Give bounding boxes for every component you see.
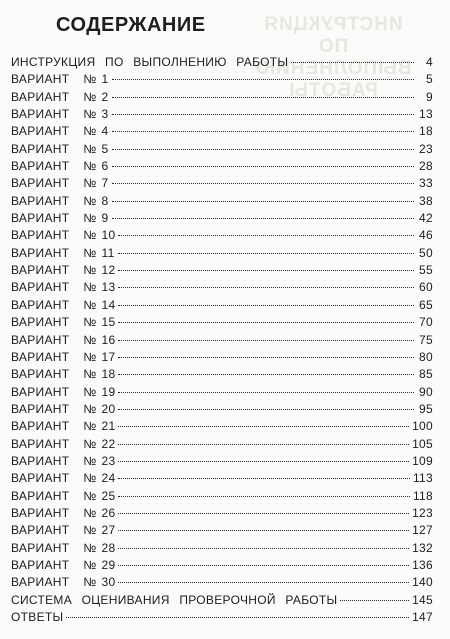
toc-row-variant-26[interactable]: [11, 506, 433, 523]
variant-number: 20: [101, 401, 116, 416]
variant-word: ВАРИАНТ: [11, 523, 70, 538]
toc-row-answers[interactable]: [11, 610, 433, 627]
variant-number: 8: [101, 193, 109, 208]
toc-row-variant-16[interactable]: [11, 333, 433, 350]
variant-number: 2: [101, 89, 109, 104]
toc-row-variant-1[interactable]: [11, 72, 433, 89]
dot-leader: [118, 426, 409, 427]
toc-row-variant-7[interactable]: [11, 176, 433, 193]
variant-word: ВАРИАНТ: [11, 263, 70, 278]
dot-leader: [112, 114, 414, 115]
number-sign: №: [83, 245, 97, 260]
variant-word: ВАРИАНТ: [11, 297, 70, 312]
number-sign: №: [83, 107, 97, 122]
variant-number: 30: [101, 575, 116, 590]
toc-label: ОТВЕТЫ: [11, 610, 64, 624]
variant-word: ВАРИАНТ: [11, 557, 70, 572]
variant-word: ВАРИАНТ: [11, 211, 70, 226]
variant-number: 5: [101, 141, 109, 156]
variant-number: 19: [101, 384, 116, 399]
variant-word: ВАРИАНТ: [11, 245, 70, 260]
number-sign: №: [83, 89, 97, 104]
number-sign: №: [83, 453, 97, 468]
number-sign: №: [83, 540, 97, 555]
dot-leader: [112, 183, 414, 184]
toc-page-number: 100: [412, 419, 433, 434]
toc-row-variant-9[interactable]: [11, 211, 433, 228]
number-sign: №: [83, 349, 97, 364]
toc-page-number: 123: [412, 505, 433, 520]
variant-number: 16: [101, 332, 116, 347]
toc-row-variant-6[interactable]: [11, 159, 433, 176]
variant-number: 7: [101, 176, 109, 191]
number-sign: №: [83, 575, 97, 590]
toc-page-number: 33: [419, 176, 433, 191]
toc-page-number: 118: [412, 488, 433, 503]
number-sign: №: [83, 72, 97, 87]
number-sign: №: [83, 471, 97, 486]
variant-number: 26: [101, 505, 116, 520]
variant-number: 21: [101, 419, 116, 434]
variant-word: ВАРИАНТ: [11, 159, 70, 174]
toc-page-number: 132: [412, 540, 433, 555]
number-sign: №: [83, 419, 97, 434]
dot-leader: [118, 357, 414, 358]
number-sign: №: [83, 297, 97, 312]
toc-row-variant-10[interactable]: [11, 228, 433, 245]
toc-row-variant-20[interactable]: [11, 402, 433, 419]
variant-word: ВАРИАНТ: [11, 488, 70, 503]
variant-word: ВАРИАНТ: [11, 107, 70, 122]
dot-leader: [112, 149, 414, 150]
number-sign: №: [83, 523, 97, 538]
variant-word: ВАРИАНТ: [11, 384, 70, 399]
toc-row-variant-8[interactable]: [11, 194, 433, 211]
variant-number: 10: [101, 228, 116, 243]
variant-number: 9: [101, 211, 109, 226]
toc-page-number: 38: [419, 193, 433, 208]
toc-page-number: 95: [419, 401, 433, 416]
dot-leader: [112, 166, 414, 167]
toc-page-number: 75: [419, 332, 433, 347]
dot-leader: [112, 97, 414, 98]
variant-word: ВАРИАНТ: [11, 176, 70, 191]
variant-number: 28: [101, 540, 116, 555]
number-sign: №: [83, 176, 97, 191]
variant-word: ВАРИАНТ: [11, 505, 70, 520]
dot-leader: [118, 478, 409, 479]
variant-word: ВАРИАНТ: [11, 332, 70, 347]
variant-word: ВАРИАНТ: [11, 280, 70, 295]
toc-page-number: 147: [412, 610, 433, 624]
bleed-line-2: ПО ВЫПОЛНЕНИЮ РАБОТЫ: [254, 36, 412, 101]
variant-number: 11: [101, 245, 115, 260]
variant-number: 27: [101, 523, 116, 538]
toc-row-variant-28[interactable]: [11, 541, 433, 558]
variant-word: ВАРИАНТ: [11, 419, 70, 434]
variant-word: ВАРИАНТ: [11, 228, 70, 243]
dot-leader: [112, 218, 414, 219]
toc-row-variant-14[interactable]: [11, 298, 433, 315]
variant-number: 12: [101, 263, 116, 278]
variant-rows: [11, 72, 433, 592]
toc-row-variant-3[interactable]: [11, 107, 433, 124]
variant-word: ВАРИАНТ: [11, 540, 70, 555]
dot-leader: [118, 444, 409, 445]
variant-word: ВАРИАНТ: [11, 349, 70, 364]
toc-row-instructions[interactable]: [11, 55, 433, 72]
toc-page-number: 80: [419, 349, 433, 364]
number-sign: №: [83, 159, 97, 174]
variant-word: ВАРИАНТ: [11, 575, 70, 590]
variant-word: ВАРИАНТ: [11, 367, 70, 382]
toc-row-variant-13[interactable]: [11, 280, 433, 297]
dot-leader: [291, 62, 414, 63]
toc-page-number: 5: [426, 72, 433, 87]
variant-word: ВАРИАНТ: [11, 72, 70, 87]
toc-page-number: 18: [419, 124, 433, 139]
toc-page-number: 113: [412, 471, 433, 486]
toc-row-variant-22[interactable]: [11, 437, 433, 454]
variant-word: ВАРИАНТ: [11, 89, 70, 104]
toc-page-number: 9: [426, 89, 433, 104]
variant-word: ВАРИАНТ: [11, 315, 70, 330]
number-sign: №: [83, 211, 97, 226]
toc-row-variant-23[interactable]: [11, 454, 433, 471]
number-sign: №: [83, 384, 97, 399]
number-sign: №: [83, 124, 97, 139]
dot-leader: [118, 322, 414, 323]
number-sign: №: [83, 436, 97, 451]
number-sign: №: [83, 401, 97, 416]
toc-page-number: 28: [419, 159, 433, 174]
dot-leader: [340, 600, 409, 601]
toc-page-number: 90: [419, 384, 433, 399]
toc-row-variant-30[interactable]: [11, 575, 433, 592]
variant-number: 29: [101, 557, 116, 572]
dot-leader: [118, 340, 414, 341]
toc-row-variant-2[interactable]: [11, 90, 433, 107]
toc-page-number: 23: [419, 141, 433, 156]
toc-label: СИСТЕМА ОЦЕНИВАНИЯ ПРОВЕРОЧНОЙ РАБОТЫ: [11, 592, 338, 607]
toc-page-number: 55: [419, 263, 433, 278]
dot-leader: [112, 79, 414, 80]
toc-page-number: 136: [412, 557, 433, 572]
toc-row-variant-19[interactable]: [11, 385, 433, 402]
toc-page-number: 42: [419, 211, 433, 226]
number-sign: №: [83, 488, 97, 503]
variant-word: ВАРИАНТ: [11, 141, 70, 156]
variant-number: 23: [101, 453, 116, 468]
variant-number: 13: [101, 280, 116, 295]
variant-number: 17: [101, 349, 116, 364]
variant-number: 4: [101, 124, 109, 139]
dot-leader: [118, 582, 409, 583]
toc-row-grading[interactable]: [11, 593, 433, 610]
toc-row-variant-15[interactable]: [11, 315, 433, 332]
number-sign: №: [83, 315, 97, 330]
dot-leader: [112, 131, 414, 132]
toc-row-variant-5[interactable]: [11, 142, 433, 159]
number-sign: №: [83, 367, 97, 382]
number-sign: №: [83, 332, 97, 347]
toc-page-number: 85: [419, 367, 433, 382]
toc-row-variant-25[interactable]: [11, 489, 433, 506]
dot-leader: [118, 496, 409, 497]
toc-page-number: 46: [419, 228, 433, 243]
toc-row-variant-12[interactable]: [11, 263, 433, 280]
toc-page-number: 127: [412, 523, 433, 538]
variant-number: 6: [101, 159, 109, 174]
dot-leader: [118, 548, 409, 549]
number-sign: №: [83, 505, 97, 520]
number-sign: №: [83, 280, 97, 295]
dot-leader: [66, 617, 409, 618]
number-sign: №: [83, 193, 97, 208]
toc-page-number: 105: [412, 436, 433, 451]
toc-label: ИНСТРУКЦИЯ ПО ВЫПОЛНЕНИЮ РАБОТЫ: [11, 55, 289, 69]
dot-leader: [112, 201, 414, 202]
variant-number: 15: [101, 315, 116, 330]
toc-row-variant-11[interactable]: [11, 246, 433, 263]
variant-number: 18: [101, 367, 116, 382]
toc-page-number: 109: [412, 453, 433, 468]
variant-number: 1: [101, 72, 109, 87]
number-sign: №: [83, 557, 97, 572]
toc-row-variant-17[interactable]: [11, 350, 433, 367]
toc-page-number: 50: [419, 245, 433, 260]
bleed-line-1: ИНСТРУКЦИЯ: [263, 14, 403, 35]
variant-number: 24: [101, 471, 116, 486]
number-sign: №: [83, 263, 97, 278]
toc-page-number: 13: [419, 107, 433, 122]
variant-word: ВАРИАНТ: [11, 193, 70, 208]
toc-page-number: 4: [426, 55, 433, 69]
variant-number: 25: [101, 488, 116, 503]
dot-leader: [118, 235, 414, 236]
dot-leader: [118, 409, 414, 410]
dot-leader: [118, 461, 409, 462]
variant-word: ВАРИАНТ: [11, 124, 70, 139]
dot-leader: [118, 374, 414, 375]
dot-leader: [118, 305, 414, 306]
toc-page-number: 70: [419, 315, 433, 330]
toc-page-number: 65: [419, 297, 433, 312]
variant-word: ВАРИАНТ: [11, 453, 70, 468]
dot-leader: [118, 270, 414, 271]
toc-page-number: 60: [419, 280, 433, 295]
number-sign: №: [83, 228, 97, 243]
toc-page-number: 140: [412, 575, 433, 590]
variant-number: 22: [101, 436, 116, 451]
variant-word: ВАРИАНТ: [11, 401, 70, 416]
toc-row-variant-4[interactable]: [11, 124, 433, 141]
number-sign: №: [83, 141, 97, 156]
toc-row-variant-24[interactable]: [11, 471, 433, 488]
toc-row-variant-27[interactable]: [11, 523, 433, 540]
dot-leader: [118, 253, 414, 254]
page-title: СОДЕРЖАНИЕ: [56, 14, 206, 36]
toc-row-variant-18[interactable]: [11, 367, 433, 384]
toc-page-number: 145: [412, 592, 433, 607]
dot-leader: [118, 513, 409, 514]
dot-leader: [118, 287, 414, 288]
variant-word: ВАРИАНТ: [11, 436, 70, 451]
toc-row-variant-21[interactable]: [11, 419, 433, 436]
toc-row-variant-29[interactable]: [11, 558, 433, 575]
variant-word: ВАРИАНТ: [11, 471, 70, 486]
table-of-contents: [11, 55, 433, 627]
variant-number: 3: [101, 107, 109, 122]
variant-number: 14: [101, 297, 116, 312]
dot-leader: [118, 392, 414, 393]
dot-leader: [118, 530, 409, 531]
dot-leader: [118, 565, 409, 566]
